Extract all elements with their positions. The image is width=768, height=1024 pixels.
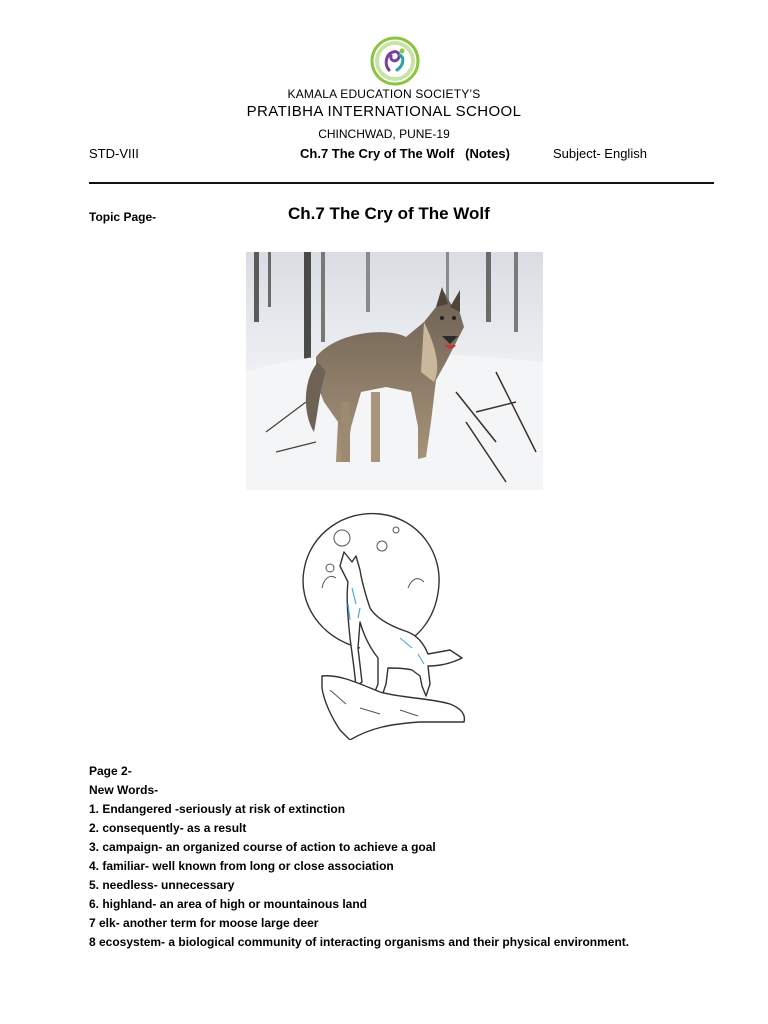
page-2-label: Page 2-: [89, 764, 132, 778]
list-item: 5. needless- unnecessary: [89, 878, 235, 892]
list-item: 2. consequently- as a result: [89, 821, 247, 835]
logo-emblem-icon: [370, 36, 420, 86]
society-name: KAMALA EDUCATION SOCIETY’S: [287, 87, 481, 101]
new-words-list: [89, 800, 729, 952]
new-words-heading: New Words-: [89, 783, 159, 797]
list-item: 6. highland- an area of high or mountainous land: [89, 897, 368, 911]
topic-page-label: Topic Page-: [89, 210, 157, 224]
wolf-in-snow-image: [246, 252, 543, 490]
wolf-photo: [246, 252, 543, 490]
wolf-moon-sketch-icon: [300, 508, 466, 740]
subject-label: Subject- English: [553, 146, 647, 161]
list-item: 1. Endangered -seriously at risk of extinction: [89, 802, 346, 816]
school-name: PRATIBHA INTERNATIONAL SCHOOL: [246, 103, 522, 120]
header-divider: [89, 182, 714, 184]
page-2-notes: [89, 762, 729, 952]
list-item: 7 elk- another term for moose large deer: [89, 916, 319, 930]
chapter-notes-title: Ch.7 The Cry of The Wolf (Notes): [300, 146, 510, 161]
list-item: 3. campaign- an organized course of action to achieve a goal: [89, 840, 436, 854]
list-item: 4. familiar- well known from long or close association: [89, 859, 394, 873]
standard-label: STD-VIII: [89, 146, 139, 161]
list-item: 8 ecosystem- a biological community of interacting organisms and their physical environment.: [89, 935, 630, 949]
topic-title: Ch.7 The Cry of The Wolf: [288, 204, 490, 223]
howling-wolf-drawing: [300, 508, 466, 740]
school-location: CHINCHWAD, PUNE-19: [318, 127, 450, 141]
school-logo: [370, 36, 420, 86]
